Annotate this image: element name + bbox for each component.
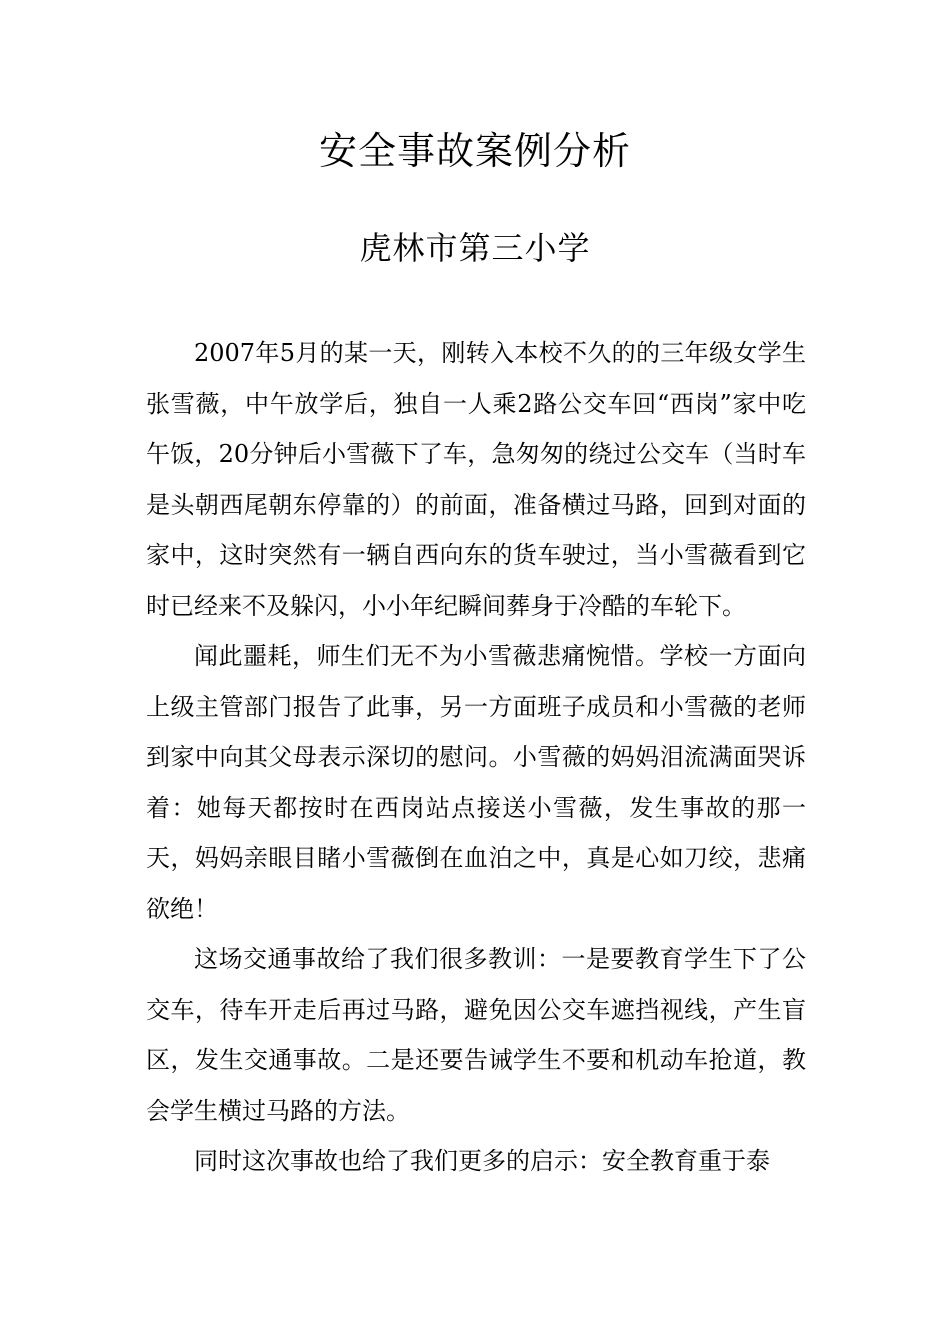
document-title: 安全事故案例分析 bbox=[318, 129, 631, 173]
document-body bbox=[146, 328, 806, 1187]
document-subtitle: 虎林市第三小学 bbox=[359, 229, 591, 267]
paragraph: 同时这次事故也给了我们更多的启示：安全教育重于泰 bbox=[194, 1147, 770, 1175]
paragraph: 2007年5月的某一天，刚转入本校不久的的三年级女学生张雪薇，中午放学后，独自一人乘2路公交车回“西岗”家中吃午饭，20分钟后小雪薇下了车，急匆匆的绕过公交车（当时车是头朝西尾朝东停靠的）的前面，准备横过马路，回到对面的家中，这时突然有一辆自西向东的货车驶过，当小雪薇看到它时已经来不及躲闪，小小年纪瞬间葬身于冷酷的车轮下。 bbox=[146, 339, 806, 620]
paragraph: 闻此噩耗，师生们无不为小雪薇悲痛惋惜。学校一方面向上级主管部门报告了此事，另一方面班子成员和小雪薇的老师到家中向其父母表示深切的慰问。小雪薇的妈妈泪流满面哭诉着：她每天都按时在西岗站点接送小雪薇，发生事故的那一天，妈妈亲眼目睹小雪薇倒在血泊之中，真是心如刀绞，悲痛欲绝！ bbox=[146, 642, 806, 923]
paragraph: 这场交通事故给了我们很多教训：一是要教育学生下了公交车，待车开走后再过马路，避免因公交车遮挡视线，产生盲区，发生交通事故。二是还要告诫学生不要和机动车抢道，教会学生横过马路的方法。 bbox=[146, 945, 806, 1125]
